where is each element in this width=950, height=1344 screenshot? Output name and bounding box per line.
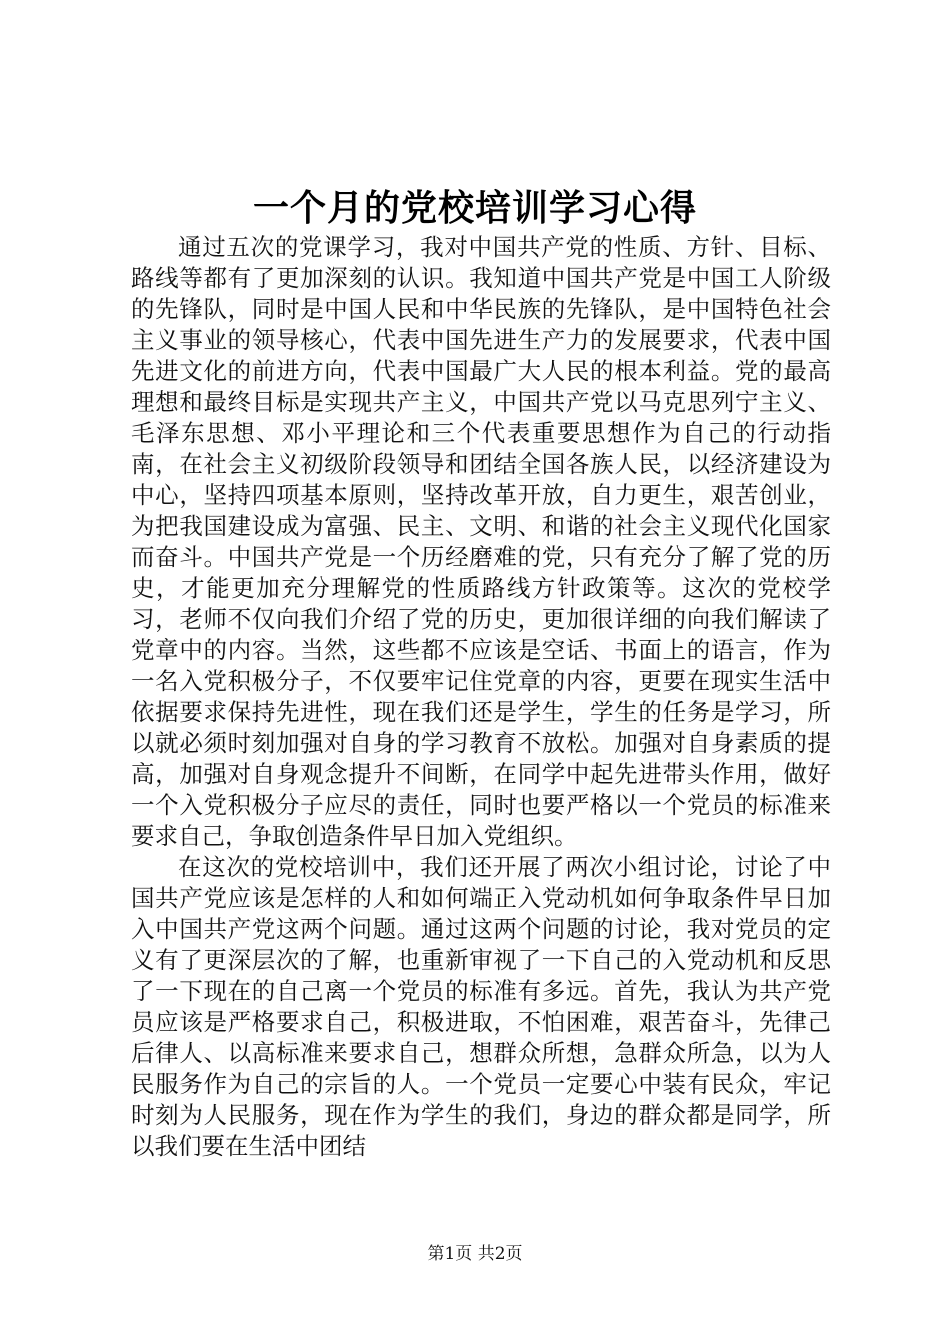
document-body [131, 232, 831, 1162]
paragraph-2: 在这次的党校培训中，我们还开展了两次小组讨论，讨论了中国共产党应该是怎样的人和如何端正入党动机如何争取条件早日加入中国共产党这两个问题。通过这两个问题的讨论，我对党员的定义有了更深层次的了解，也重新审视了一下自己的入党动机和反思了一下现在的自己离一个党员的标准有多远。首先，我认为共产党员应该是严格要求自己，积极进取，不怕困难，艰苦奋斗，先律己后律人、以高标准来要求自己，想群众所想，急群众所急，以为人民服务作为自己的宗旨的人。一个党员一定要心中装有民众，牢记时刻为人民服务，现在作为学生的我们，身边的群众都是同学，所以我们要在生活中团结 [131, 853, 831, 1160]
document-title: 一个月的党校培训学习心得 [252, 187, 697, 229]
paragraph-1: 通过五次的党课学习，我对中国共产党的性质、方针、目标、路线等都有了更加深刻的认识。我知道中国共产党是中国工人阶级的先锋队，同时是中国人民和中华民族的先锋队，是中国特色社会主义事业的领导核心，代表中国先进生产力的发展要求，代表中国先进文化的前进方向，代表中国最广大人民的根本利益。党的最高理想和最终目标是实现共产主义，中国共产党以马克思列宁主义、毛泽东思想、邓小平理论和三个代表重要思想作为自己的行动指南，在社会主义初级阶段领导和团结全国各族人民，以经济建设为中心，坚持四项基本原则，坚持改革开放，自力更生，艰苦创业，为把我国建设成为富强、民主、文明、和谐的社会主义现代化国家而奋斗。中国共产党是一个历经磨难的党，只有充分了解了党的历史，才能更加充分理解党的性质路线方针政策等。这次的党校学习，老师不仅向我们介绍了党的历史，更加很详细的向我们解读了党章中的内容。当然，这些都不应该是空话、书面上的语言，作为一名入党积极分子，不仅要牢记住党章的内容，更要在现实生活中依据要求保持先进性，现在我们还是学生，学生的任务是学习，所以就必须时刻加强对自身的学习教育不放松。加强对自身素质的提高，加强对自身观念提升不间断，在同学中起先进带头作用，做好一个入党积极分子应尽的责任，同时也要严格以一个党员的标准来要求自己，争取创造条件早日加入党组织。 [131, 233, 831, 850]
page-number-footer: 第1页 共2页 [427, 1244, 523, 1264]
